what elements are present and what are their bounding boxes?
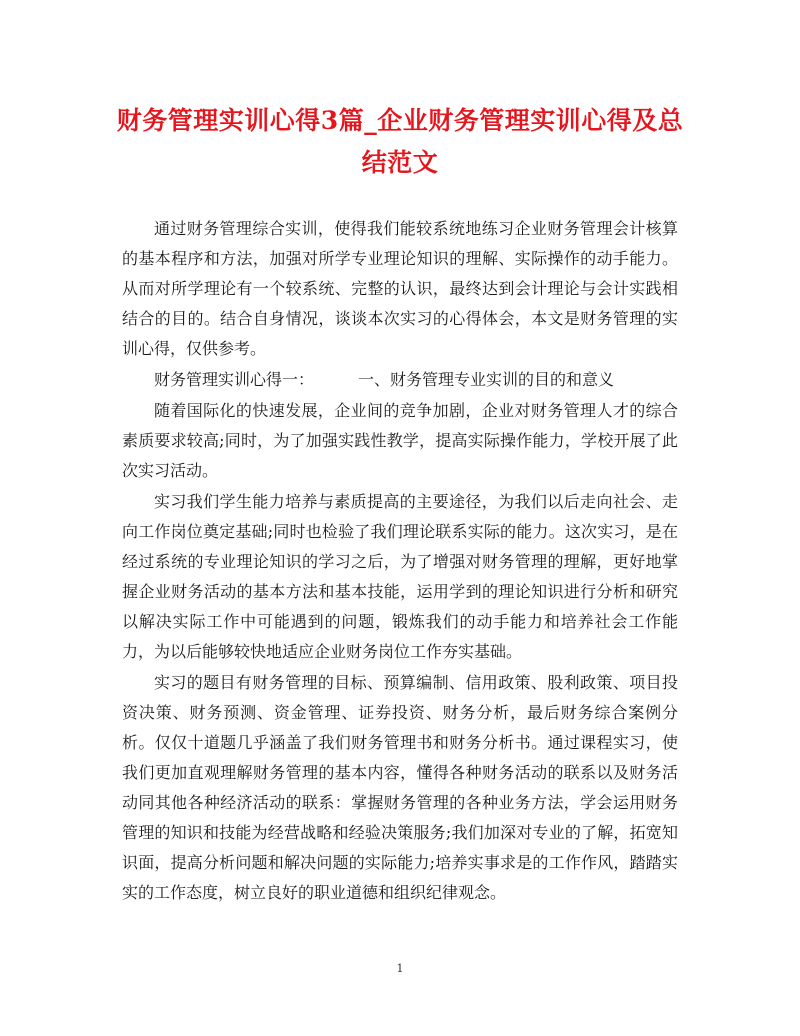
document-body [122,214,678,908]
section-heading: 一、财务管理专业实训的目的和意义 [358,370,615,389]
body-paragraph-2: 实习我们学生能力培养与素质提高的主要途径，为我们以后走向社会、走向工作岗位奠定基础;同时也检验了我们理论联系实际的能力。这次实习，是在经过系统的专业理论知识的学习之后，为了增强对财务管理的理解，更好地掌握企业财务活动的基本方法和基本技能，运用学到的理论知识进行分析和研究以解决实际工作中可能遇到的问题，锻炼我们的动手能力和培养社会工作能力，为以后能够较快地适应企业财务岗位工作夯实基础。 [122,492,678,661]
document-title: 财务管理实训心得3篇_企业财务管理实训心得及总结范文 [116,106,684,177]
section-heading-line [122,365,678,395]
intro-paragraph: 通过财务管理综合实训，使得我们能较系统地练习企业财务管理会计核算的基本程序和方法，加强对所学专业理论知识的理解、实际操作的动手能力。从而对所学理论有一个较系统、完整的认识，最终达到会计理论与会计实践相结合的目的。结合自身情况，谈谈本次实习的心得体会，本文是财务管理的实训心得，仅供参考。 [122,219,678,358]
body-paragraph-1: 随着国际化的快速发展，企业间的竞争加剧，企业对财务管理人才的综合素质要求较高;同时，为了加强实践性教学，提高实际操作能力，学校开展了此次实习活动。 [122,401,678,480]
section-label: 财务管理实训心得一： [154,370,315,389]
body-paragraph-3: 实习的题目有财务管理的目标、预算编制、信用政策、股利政策、项目投资决策、财务预测、资金管理、证券投资、财务分析，最后财务综合案例分析。仅仅十道题几乎涵盖了我们财务管理书和财务分析书。通过课程实习，使我们更加直观理解财务管理的基本内容，懂得各种财务活动的联系以及财务活动同其他各种经济活动的联系：掌握财务管理的各种业务方法，学会运用财务管理的知识和技能为经营战略和经验决策服务;我们加深对专业的了解，拓宽知识面，提高分析问题和解决问题的实际能力;培养实事求是的工作作风，踏踏实实的工作态度，树立良好的职业道德和组织纪律观念。 [122,673,678,902]
page-number: 1 [396,962,404,975]
